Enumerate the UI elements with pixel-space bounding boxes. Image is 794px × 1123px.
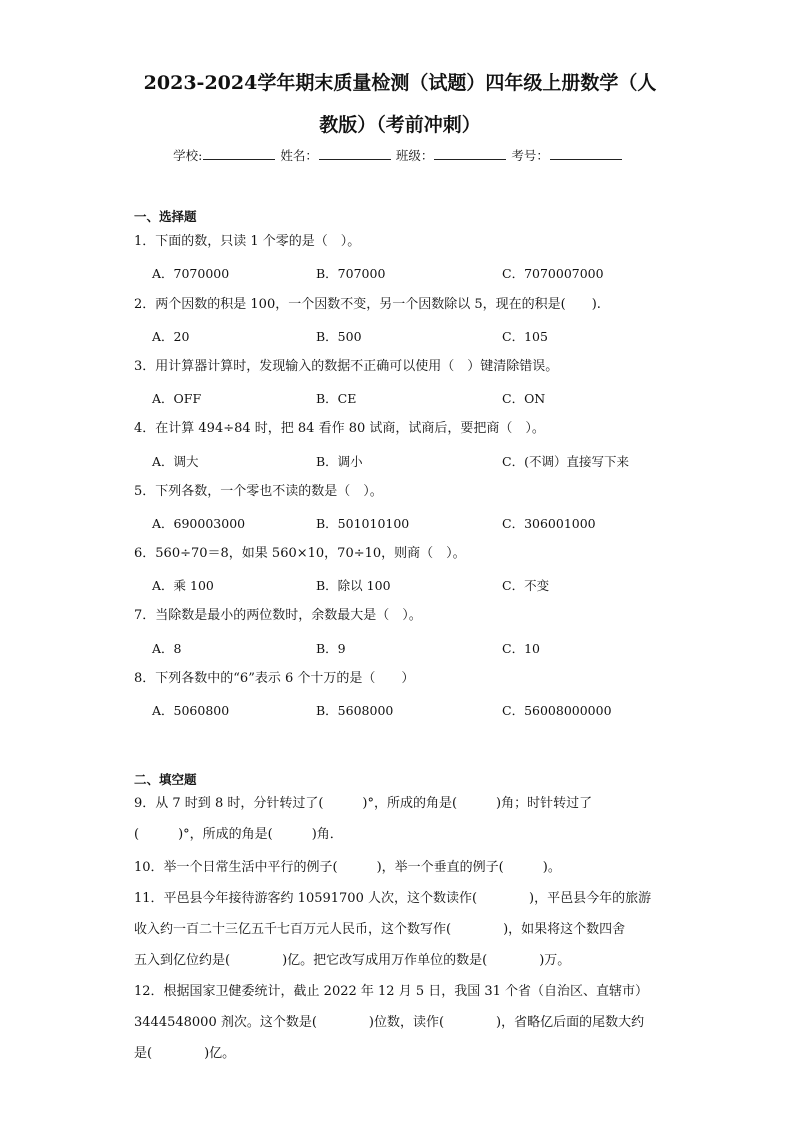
fill-question-line: ( )°，所成的角是( )角． — [134, 827, 343, 842]
question-stem: 7．当除数是最小的两位数时，余数最大是（ ）。 — [134, 608, 422, 623]
fill-question-line: 9．从 7 时到 8 时，分针转过了( )°，所成的角是( )角；时针转过了 — [134, 796, 593, 811]
student-info-row — [0, 146, 794, 164]
option-c: C．105 — [502, 329, 548, 344]
question-stem: 1．下面的数，只读 1 个零的是（ ）。 — [134, 234, 361, 249]
fill-question — [134, 788, 674, 850]
question-stem: 8．下列各数中的“6”表示 6 个十万的是（ ） — [134, 671, 415, 686]
options-row — [152, 327, 672, 347]
fill-question — [134, 852, 674, 883]
fill-question-line: 五入到亿位约是( )亿。把它改写成用万作单位的数是( )万。 — [134, 953, 571, 968]
question-stem: 2．两个因数的积是 100，一个因数不变，另一个因数除以 5，现在的积是( ). — [134, 297, 601, 312]
title-line-1: 2023-2024学年期末质量检测（试题）四年级上册数学（人 — [143, 72, 657, 94]
fill-question — [134, 976, 674, 1069]
option-a: A．20 — [152, 329, 190, 344]
question-stem: 6．560÷70＝8，如果 560×10，70÷10，则商（ ）。 — [134, 546, 466, 561]
option-b: B．CE — [316, 391, 357, 406]
number-blank[interactable] — [550, 147, 622, 160]
class-label: 班级： — [395, 148, 434, 163]
option-a: A．8 — [152, 641, 182, 656]
option-b: B．707000 — [316, 266, 386, 281]
option-a: A．调大 — [152, 454, 199, 469]
page-title — [120, 62, 680, 146]
option-c: C．10 — [502, 641, 540, 656]
options-row — [152, 639, 672, 659]
title-line-2: 教版）（考前冲刺） — [319, 114, 481, 136]
option-b: B．除以 100 — [316, 578, 391, 593]
options-row — [152, 389, 672, 409]
name-label: 姓名： — [280, 148, 318, 163]
option-c: C．306001000 — [502, 516, 596, 531]
question-stem: 5．下列各数，一个零也不读的数是（ ）。 — [134, 484, 383, 499]
option-b: B．5608000 — [316, 703, 394, 718]
section-title-choice: 一、选择题 — [134, 209, 197, 224]
fill-question-line: 收入约一百二十三亿五千七百万元人民币，这个数写作( )，如果将这个数四舍 — [134, 922, 626, 937]
question-stem: 4．在计算 494÷84 时，把 84 看作 80 试商，试商后，要把商（ ）。 — [134, 421, 545, 436]
class-blank[interactable] — [434, 147, 506, 160]
fill-question-line: 12．根据国家卫健委统计，截止 2022 年 12 月 5 日，我国 31 个省（自治区、直辖市） — [134, 984, 649, 999]
name-blank[interactable] — [319, 147, 391, 160]
option-c: C．不变 — [502, 578, 550, 593]
options-row — [152, 576, 672, 596]
option-c: C．56008000000 — [502, 703, 612, 718]
fill-question — [134, 883, 674, 976]
options-row — [152, 514, 672, 534]
number-label: 考号： — [511, 148, 549, 163]
option-c: C．7070007000 — [502, 266, 604, 281]
options-row — [152, 701, 672, 721]
option-b: B．500 — [316, 329, 362, 344]
section-title-fill: 二、填空题 — [134, 772, 197, 787]
fill-question-line: 3444548000 剂次。这个数是( )位数，读作( )，省略亿后面的尾数大约 — [134, 1015, 645, 1030]
fill-question-line: 10．举一个日常生活中平行的例子( )，举一个垂直的例子( )。 — [134, 860, 561, 875]
school-blank[interactable] — [203, 147, 275, 160]
option-b: B．501010100 — [316, 516, 410, 531]
option-b: B．调小 — [316, 454, 363, 469]
fill-question-line: 是( )亿。 — [134, 1046, 236, 1061]
option-c: C．(不调）直接写下来 — [502, 454, 629, 469]
fill-question-line: 11．平邑县今年接待游客约 10591700 人次，这个数读作( )，平邑县今年的旅游 — [134, 891, 652, 906]
option-a: A．乘 100 — [152, 578, 214, 593]
option-a: A．7070000 — [152, 266, 230, 281]
option-a: A．5060800 — [152, 703, 230, 718]
option-c: C．ON — [502, 391, 546, 406]
option-b: B．9 — [316, 641, 346, 656]
options-row — [152, 264, 672, 284]
option-a: A．690003000 — [152, 516, 246, 531]
option-a: A．OFF — [152, 391, 202, 406]
question-stem: 3．用计算器计算时，发现输入的数据不正确可以使用（ ）键清除错误。 — [134, 359, 559, 374]
school-label: 学校: — [173, 148, 203, 163]
options-row — [152, 452, 672, 472]
